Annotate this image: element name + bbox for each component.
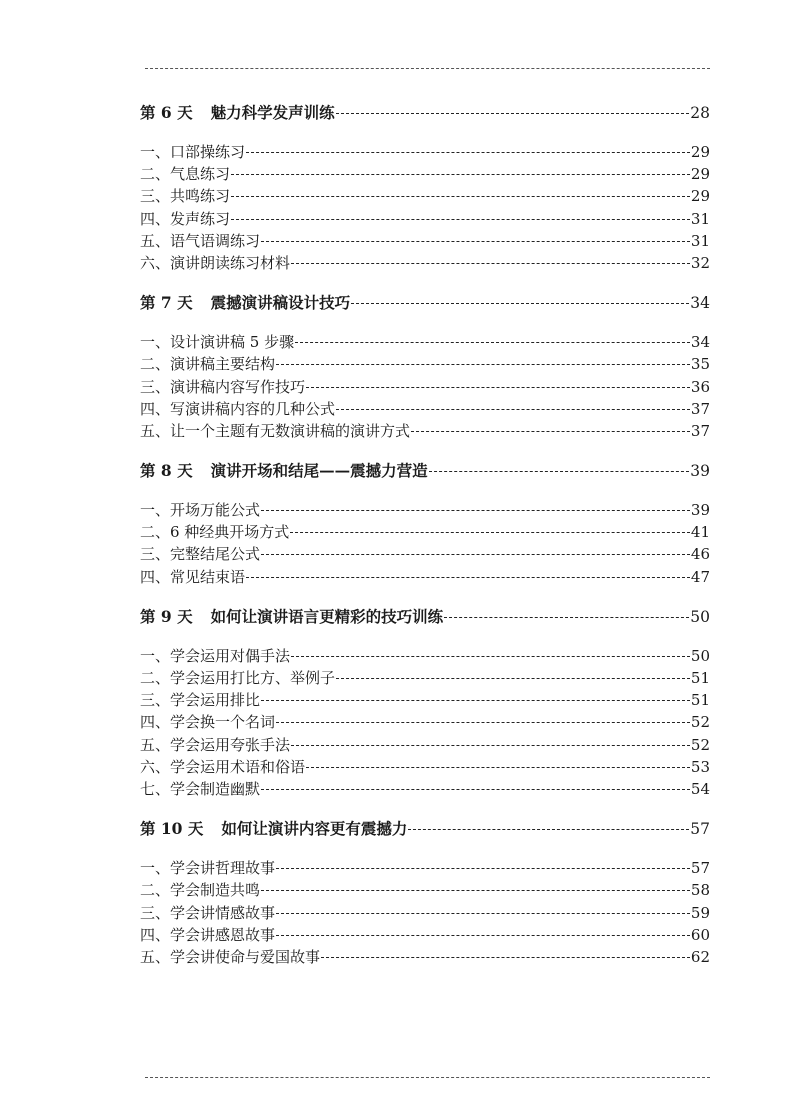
toc-item-page-number: 29 bbox=[690, 187, 710, 206]
dotted-leader bbox=[306, 767, 690, 768]
toc-item-page-number: 35 bbox=[690, 355, 710, 374]
toc-item[interactable] bbox=[140, 566, 710, 588]
toc-item-page-number: 54 bbox=[690, 779, 710, 798]
dotted-leader bbox=[276, 722, 690, 723]
dotted-leader bbox=[276, 868, 690, 869]
toc-item-page-number: 53 bbox=[690, 757, 710, 776]
toc-item[interactable] bbox=[140, 689, 710, 711]
toc-item[interactable] bbox=[140, 711, 710, 733]
toc-item-label: 三、完整结尾公式 bbox=[140, 545, 261, 564]
toc-item[interactable] bbox=[140, 902, 710, 924]
toc-item-label: 五、语气语调练习 bbox=[140, 231, 261, 250]
toc-item[interactable] bbox=[140, 645, 710, 667]
toc-item[interactable] bbox=[140, 946, 710, 968]
chapter-title: 如何让演讲语言更精彩的技巧训练 bbox=[210, 606, 444, 626]
chapter-title: 如何让演讲内容更有震撼力 bbox=[221, 819, 408, 839]
toc-section bbox=[140, 100, 710, 274]
toc-item[interactable] bbox=[140, 543, 710, 565]
toc-item-page-number: 36 bbox=[690, 377, 710, 396]
chapter-title: 魅力科学发声训练 bbox=[210, 103, 335, 122]
toc-item-label: 三、学会讲情感故事 bbox=[140, 903, 276, 922]
toc-item-label: 三、学会运用排比 bbox=[140, 691, 261, 710]
toc-item-page-number: 32 bbox=[690, 253, 710, 272]
toc-section bbox=[140, 604, 710, 800]
bottom-dashed-rule bbox=[145, 1077, 710, 1078]
dotted-leader bbox=[290, 532, 690, 533]
toc-item-label: 三、演讲稿内容写作技巧 bbox=[140, 377, 306, 396]
dotted-leader bbox=[336, 678, 690, 679]
toc-item-page-number: 59 bbox=[690, 903, 710, 922]
toc-item[interactable] bbox=[140, 734, 710, 756]
toc-item-label: 二、6 种经典开场方式 bbox=[140, 523, 290, 542]
dotted-leader bbox=[306, 387, 690, 388]
toc-item[interactable] bbox=[140, 331, 710, 353]
chapter-number: 第 10 天 bbox=[140, 819, 204, 839]
chapter-page-number: 39 bbox=[690, 462, 710, 481]
chapter-number: 第 8 天 bbox=[140, 461, 193, 481]
toc-item[interactable] bbox=[140, 398, 710, 420]
dotted-leader bbox=[261, 241, 690, 242]
dotted-leader bbox=[411, 431, 690, 432]
toc-item-label: 四、写演讲稿内容的几种公式 bbox=[140, 399, 336, 418]
toc-item-page-number: 41 bbox=[690, 523, 710, 542]
toc-item-label: 二、学会运用打比方、举例子 bbox=[140, 669, 336, 687]
dotted-leader bbox=[246, 577, 690, 578]
dotted-leader bbox=[261, 510, 690, 511]
toc-item[interactable] bbox=[140, 252, 710, 274]
toc-section bbox=[140, 458, 710, 588]
toc-item-page-number: 60 bbox=[690, 925, 710, 944]
toc-item-label: 一、设计演讲稿 5 步骤 bbox=[140, 333, 295, 352]
chapter-title: 演讲开场和结尾——震撼力营造 bbox=[210, 461, 428, 481]
toc-item-label: 二、学会制造共鸣 bbox=[140, 881, 261, 900]
dotted-leader bbox=[336, 409, 690, 410]
chapter-title: 震撼演讲稿设计技巧 bbox=[210, 293, 351, 313]
toc-section bbox=[140, 816, 710, 968]
toc-item-label: 五、学会讲使命与爱国故事 bbox=[140, 947, 321, 966]
dotted-leader bbox=[291, 263, 690, 264]
toc-item-page-number: 58 bbox=[690, 881, 710, 900]
toc-item-page-number: 50 bbox=[690, 646, 710, 665]
dotted-leader bbox=[444, 617, 689, 618]
dotted-leader bbox=[261, 789, 690, 790]
toc-item-page-number: 51 bbox=[690, 691, 710, 710]
dotted-leader bbox=[231, 174, 690, 175]
toc-item-page-number: 29 bbox=[690, 165, 710, 184]
toc-item-label: 五、学会运用夸张手法 bbox=[140, 735, 291, 754]
dotted-leader bbox=[261, 890, 690, 891]
dotted-leader bbox=[276, 364, 690, 365]
toc-item-label: 二、演讲稿主要结构 bbox=[140, 355, 276, 374]
toc-item[interactable] bbox=[140, 521, 710, 543]
dotted-leader bbox=[291, 745, 690, 746]
dotted-leader bbox=[246, 152, 690, 153]
dotted-leader bbox=[276, 935, 690, 936]
toc-item-page-number: 31 bbox=[690, 209, 710, 228]
toc-item-page-number: 31 bbox=[690, 231, 710, 250]
toc-item-label: 二、气息练习 bbox=[140, 165, 231, 184]
toc-item[interactable] bbox=[140, 208, 710, 230]
toc-item[interactable] bbox=[140, 499, 710, 521]
dotted-leader bbox=[231, 196, 690, 197]
toc-item-label: 五、让一个主题有无数演讲稿的演讲方式 bbox=[140, 421, 411, 440]
toc-item-label: 四、常见结束语 bbox=[140, 567, 246, 586]
dotted-leader bbox=[261, 700, 690, 701]
toc-item-page-number: 34 bbox=[690, 333, 710, 352]
chapter-page-number: 57 bbox=[690, 820, 710, 839]
chapter-number: 第 9 天 bbox=[140, 606, 193, 626]
toc-item-label: 一、口部操练习 bbox=[140, 143, 246, 161]
toc-item[interactable] bbox=[140, 185, 710, 207]
toc-item-label: 四、发声练习 bbox=[140, 209, 231, 228]
toc-section bbox=[140, 290, 710, 442]
toc-item[interactable] bbox=[140, 376, 710, 398]
dotted-leader bbox=[291, 656, 690, 657]
toc-item-page-number: 37 bbox=[690, 399, 710, 418]
toc-item[interactable] bbox=[140, 667, 710, 689]
toc-item[interactable] bbox=[140, 879, 710, 901]
toc-item-page-number: 51 bbox=[690, 669, 710, 687]
toc-item[interactable] bbox=[140, 857, 710, 879]
dotted-leader bbox=[429, 471, 690, 472]
dotted-leader bbox=[295, 342, 690, 343]
toc-item-label: 六、演讲朗读练习材料 bbox=[140, 253, 291, 272]
chapter-entry[interactable] bbox=[140, 816, 710, 842]
chapter-page-number: 34 bbox=[690, 294, 710, 313]
dotted-leader bbox=[336, 113, 690, 114]
chapter-entry[interactable] bbox=[140, 604, 710, 630]
chapter-number: 第 7 天 bbox=[140, 293, 193, 313]
toc-item[interactable] bbox=[140, 778, 710, 800]
toc-item-page-number: 52 bbox=[690, 713, 710, 732]
chapter-entry[interactable] bbox=[140, 458, 710, 484]
toc-item-page-number: 62 bbox=[690, 947, 710, 966]
chapter-number: 第 6 天 bbox=[140, 103, 193, 122]
dotted-leader bbox=[321, 957, 690, 958]
toc-item-label: 一、开场万能公式 bbox=[140, 501, 261, 520]
toc-item-page-number: 39 bbox=[690, 501, 710, 520]
toc-item[interactable] bbox=[140, 420, 710, 442]
toc-item-label: 四、学会换一个名词 bbox=[140, 713, 276, 732]
dotted-leader bbox=[261, 554, 690, 555]
toc-item-label: 七、学会制造幽默 bbox=[140, 779, 261, 798]
toc-item-page-number: 52 bbox=[690, 735, 710, 754]
toc-item-label: 一、学会讲哲理故事 bbox=[140, 859, 276, 878]
toc-item-page-number: 47 bbox=[690, 567, 710, 586]
toc-item-page-number: 37 bbox=[690, 421, 710, 440]
toc-item[interactable] bbox=[140, 163, 710, 185]
top-dashed-rule bbox=[145, 68, 710, 69]
toc-item-label: 四、学会讲感恩故事 bbox=[140, 925, 276, 944]
toc-item-label: 六、学会运用术语和俗语 bbox=[140, 757, 306, 776]
toc-item[interactable] bbox=[140, 353, 710, 375]
dotted-leader bbox=[351, 303, 689, 304]
toc-item-page-number: 29 bbox=[690, 143, 710, 161]
toc-item-page-number: 57 bbox=[690, 859, 710, 878]
chapter-entry[interactable] bbox=[140, 100, 710, 126]
table-of-contents bbox=[140, 100, 710, 984]
dotted-leader bbox=[231, 219, 690, 220]
toc-item-page-number: 46 bbox=[690, 545, 710, 564]
toc-item[interactable] bbox=[140, 924, 710, 946]
toc-item[interactable] bbox=[140, 230, 710, 252]
dotted-leader bbox=[408, 829, 689, 830]
chapter-page-number: 28 bbox=[690, 104, 710, 122]
chapter-page-number: 50 bbox=[690, 607, 710, 626]
toc-item[interactable] bbox=[140, 756, 710, 778]
chapter-entry[interactable] bbox=[140, 290, 710, 316]
toc-item-label: 一、学会运用对偶手法 bbox=[140, 646, 291, 665]
toc-item-label: 三、共鸣练习 bbox=[140, 187, 231, 206]
toc-item[interactable] bbox=[140, 141, 710, 163]
dotted-leader bbox=[276, 913, 690, 914]
